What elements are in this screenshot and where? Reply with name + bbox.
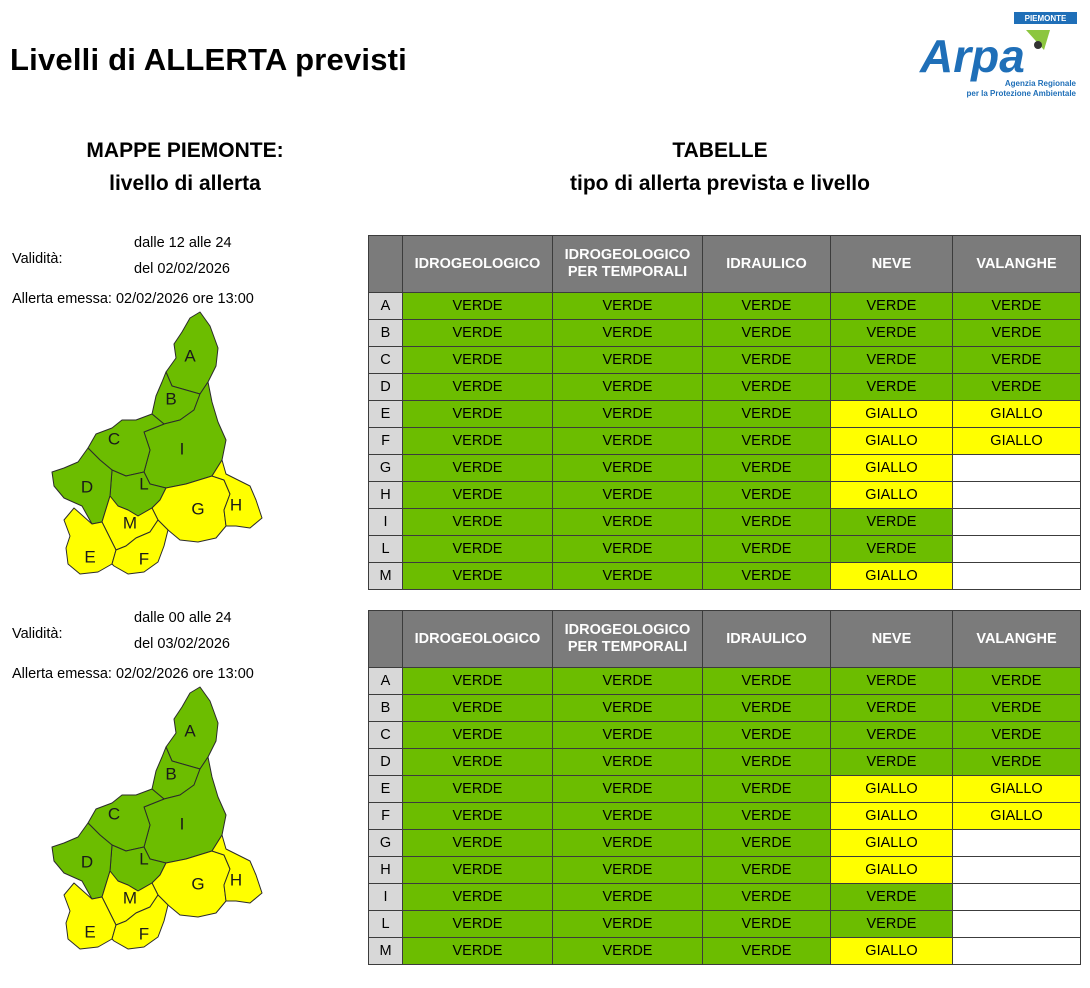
table-row (369, 668, 1081, 695)
alert-level-cell: VERDE (403, 803, 553, 830)
map-zone-label: G (191, 499, 205, 519)
alert-level-cell: VERDE (831, 536, 953, 563)
alert-level-cell: GIALLO (831, 563, 953, 590)
alert-level-cell: GIALLO (831, 830, 953, 857)
tables-section-title (420, 134, 1020, 200)
alert-level-cell: VERDE (553, 938, 703, 965)
alert-level-cell: VERDE (703, 695, 831, 722)
zone-label: L (369, 911, 403, 938)
validity-label: Validità: (12, 626, 63, 642)
logo-subtitle-1: Agenzia Regionale (1004, 79, 1076, 88)
alert-level-cell: VERDE (703, 320, 831, 347)
table-row (369, 347, 1081, 374)
tables-title-line-2: tipo di allerta prevista e livello (570, 172, 870, 195)
alert-level-cell: VERDE (403, 884, 553, 911)
alert-level-cell: VERDE (831, 293, 953, 320)
alert-level-cell: VERDE (703, 722, 831, 749)
zone-label: B (369, 320, 403, 347)
alert-level-cell: VERDE (553, 482, 703, 509)
alert-level-cell: VERDE (831, 347, 953, 374)
zone-label: I (369, 509, 403, 536)
zone-label: E (369, 401, 403, 428)
alert-issued: Allerta emessa: 02/02/2026 ore 13:00 (12, 291, 254, 307)
validity-date: del 02/02/2026 (134, 261, 230, 277)
column-header: IDRAULICO (703, 236, 831, 293)
header-corner (369, 611, 403, 668)
zone-label: I (369, 884, 403, 911)
alert-table-2 (368, 610, 1081, 965)
zone-label: G (369, 455, 403, 482)
alert-level-cell: GIALLO (953, 401, 1081, 428)
alert-level-cell: VERDE (703, 536, 831, 563)
alert-level-cell: VERDE (553, 668, 703, 695)
alert-level-cell: VERDE (703, 776, 831, 803)
alert-level-cell: VERDE (703, 563, 831, 590)
alert-level-cell: GIALLO (831, 938, 953, 965)
alert-level-cell: VERDE (703, 482, 831, 509)
alert-level-cell: VERDE (553, 374, 703, 401)
table-row (369, 293, 1081, 320)
alert-level-cell (953, 911, 1081, 938)
alert-level-cell: VERDE (403, 749, 553, 776)
alert-level-cell: VERDE (403, 695, 553, 722)
table-row (369, 482, 1081, 509)
alert-level-cell: VERDE (953, 320, 1081, 347)
alert-level-cell: VERDE (403, 776, 553, 803)
table-row (369, 749, 1081, 776)
alert-level-cell: VERDE (553, 293, 703, 320)
alert-level-cell: VERDE (553, 911, 703, 938)
alert-level-cell: VERDE (553, 320, 703, 347)
alert-level-cell: GIALLO (831, 401, 953, 428)
alert-level-cell: VERDE (831, 695, 953, 722)
alert-level-cell: VERDE (703, 857, 831, 884)
alert-level-cell: VERDE (553, 536, 703, 563)
zone-label: E (369, 776, 403, 803)
column-header: VALANGHE (953, 611, 1081, 668)
map-zone-label: A (184, 346, 196, 366)
alert-level-cell: VERDE (553, 455, 703, 482)
alert-level-cell: VERDE (703, 803, 831, 830)
alert-level-cell (953, 830, 1081, 857)
alert-level-cell: VERDE (953, 293, 1081, 320)
alert-level-cell: VERDE (703, 293, 831, 320)
zone-label: F (369, 428, 403, 455)
map-zone-label: M (122, 513, 138, 533)
alert-level-cell: VERDE (953, 668, 1081, 695)
alert-level-cell: VERDE (553, 857, 703, 884)
alert-level-cell: VERDE (403, 857, 553, 884)
alert-level-cell: GIALLO (831, 857, 953, 884)
alert-table-1 (368, 235, 1081, 590)
alert-level-cell: VERDE (403, 455, 553, 482)
table-row (369, 857, 1081, 884)
map-zone-label: L (139, 849, 149, 869)
alert-level-cell: VERDE (403, 428, 553, 455)
alert-level-cell: VERDE (703, 938, 831, 965)
alert-level-cell: VERDE (831, 884, 953, 911)
map-zone-label: C (107, 804, 121, 824)
zone-label: H (369, 857, 403, 884)
column-header: VALANGHE (953, 236, 1081, 293)
map-zone-label: D (80, 477, 94, 497)
alert-level-cell: VERDE (831, 911, 953, 938)
alert-level-cell: VERDE (403, 509, 553, 536)
alert-level-cell (953, 857, 1081, 884)
alert-level-cell: VERDE (831, 320, 953, 347)
table-row (369, 401, 1081, 428)
alert-level-cell: VERDE (703, 830, 831, 857)
alert-level-cell: VERDE (953, 347, 1081, 374)
alert-level-cell: GIALLO (953, 776, 1081, 803)
alert-level-cell: VERDE (403, 830, 553, 857)
alert-level-cell: VERDE (553, 401, 703, 428)
table-row (369, 722, 1081, 749)
table-row (369, 536, 1081, 563)
table-row (369, 320, 1081, 347)
alert-level-cell: VERDE (831, 509, 953, 536)
zone-label: D (369, 749, 403, 776)
map-zone-label: F (138, 549, 150, 569)
alert-level-cell: VERDE (553, 563, 703, 590)
column-header: IDROGEOLOGICO (403, 236, 553, 293)
alert-level-cell: VERDE (953, 749, 1081, 776)
zone-label: F (369, 803, 403, 830)
map-zone-label: G (191, 874, 205, 894)
validity-time: dalle 12 alle 24 (134, 235, 232, 251)
map-zone-label: E (84, 547, 96, 567)
logo-bee-icon (1034, 41, 1042, 49)
alert-level-cell: VERDE (703, 668, 831, 695)
map-zone-label: H (229, 495, 243, 515)
alert-level-cell: GIALLO (831, 428, 953, 455)
map-zone-label: I (179, 439, 185, 459)
column-header: NEVE (831, 236, 953, 293)
alert-level-cell: VERDE (831, 722, 953, 749)
map-zone-label: I (179, 814, 185, 834)
alert-level-cell: VERDE (553, 830, 703, 857)
table-row (369, 563, 1081, 590)
alert-level-cell: VERDE (553, 749, 703, 776)
alert-level-cell: GIALLO (953, 803, 1081, 830)
logo-subtitle-2: per la Protezione Ambientale (966, 89, 1076, 98)
alert-level-cell: VERDE (403, 293, 553, 320)
zone-label: D (369, 374, 403, 401)
alert-level-cell: VERDE (403, 401, 553, 428)
alert-level-cell: GIALLO (831, 776, 953, 803)
map-zone-label: A (184, 721, 196, 741)
column-header: IDROGEOLOGICO PER TEMPORALI (553, 611, 703, 668)
validity-label: Validità: (12, 251, 63, 267)
validity-time: dalle 00 alle 24 (134, 610, 232, 626)
zone-label: M (369, 938, 403, 965)
alert-level-cell: VERDE (403, 563, 553, 590)
zone-label: G (369, 830, 403, 857)
alert-level-cell: VERDE (703, 374, 831, 401)
column-header: IDRAULICO (703, 611, 831, 668)
map-zone-label: L (139, 474, 149, 494)
piemonte-map-2 (40, 685, 270, 960)
arpa-logo (910, 10, 1085, 115)
header-corner (369, 236, 403, 293)
maps-section-title (30, 134, 340, 200)
alert-level-cell (953, 563, 1081, 590)
logo-word: Arpa (920, 30, 1025, 82)
table-row (369, 428, 1081, 455)
column-header: NEVE (831, 611, 953, 668)
zone-label: A (369, 668, 403, 695)
logo-badge-text: PIEMONTE (1024, 14, 1067, 23)
alert-level-cell: GIALLO (831, 455, 953, 482)
alert-level-cell: VERDE (831, 668, 953, 695)
piemonte-map-1 (40, 310, 270, 585)
alert-level-cell: VERDE (553, 884, 703, 911)
alert-level-cell: VERDE (553, 428, 703, 455)
validity-date: del 03/02/2026 (134, 636, 230, 652)
alert-level-cell: VERDE (403, 722, 553, 749)
alert-level-cell: VERDE (703, 428, 831, 455)
alert-level-cell: VERDE (953, 695, 1081, 722)
page-title: Livelli di ALLERTA previsti (10, 42, 407, 77)
alert-level-cell: VERDE (403, 320, 553, 347)
table-row (369, 830, 1081, 857)
alert-level-cell (953, 455, 1081, 482)
alert-level-cell: VERDE (831, 374, 953, 401)
alert-level-cell (953, 482, 1081, 509)
table-row (369, 803, 1081, 830)
alert-level-cell: VERDE (553, 695, 703, 722)
alert-level-cell: VERDE (403, 536, 553, 563)
maps-title-line-1: MAPPE PIEMONTE: (86, 139, 284, 162)
zone-label: M (369, 563, 403, 590)
zone-label: C (369, 347, 403, 374)
alert-level-cell: VERDE (403, 668, 553, 695)
alert-level-cell: VERDE (553, 722, 703, 749)
alert-level-cell: VERDE (403, 347, 553, 374)
table-row (369, 776, 1081, 803)
alert-level-cell (953, 938, 1081, 965)
alert-level-cell: VERDE (553, 347, 703, 374)
table-row (369, 884, 1081, 911)
zone-label: L (369, 536, 403, 563)
alert-level-cell: VERDE (403, 482, 553, 509)
alert-issued: Allerta emessa: 02/02/2026 ore 13:00 (12, 666, 254, 682)
column-header: IDROGEOLOGICO PER TEMPORALI (553, 236, 703, 293)
map-zone-label: B (165, 389, 177, 409)
alert-level-cell: VERDE (403, 374, 553, 401)
table-row (369, 938, 1081, 965)
map-zone-label: M (122, 888, 138, 908)
alert-level-cell: VERDE (553, 776, 703, 803)
map-zone-label: F (138, 924, 150, 944)
alert-level-cell: VERDE (703, 749, 831, 776)
table-row (369, 374, 1081, 401)
alert-level-cell (953, 509, 1081, 536)
table-row (369, 911, 1081, 938)
alert-level-cell: VERDE (553, 803, 703, 830)
alert-level-cell: VERDE (403, 911, 553, 938)
map-zone-label: B (165, 764, 177, 784)
table-row (369, 695, 1081, 722)
zone-label: B (369, 695, 403, 722)
zone-label: C (369, 722, 403, 749)
map-zone-label: C (107, 429, 121, 449)
alert-level-cell: VERDE (953, 374, 1081, 401)
alert-level-cell: VERDE (703, 455, 831, 482)
alert-level-cell: VERDE (553, 509, 703, 536)
alert-level-cell: GIALLO (953, 428, 1081, 455)
alert-level-cell: VERDE (403, 938, 553, 965)
table-row (369, 455, 1081, 482)
tables-title-line-1: TABELLE (672, 139, 768, 162)
zone-label: H (369, 482, 403, 509)
alert-level-cell: GIALLO (831, 482, 953, 509)
zone-label: A (369, 293, 403, 320)
alert-level-cell: VERDE (703, 509, 831, 536)
column-header: IDROGEOLOGICO (403, 611, 553, 668)
table-row (369, 509, 1081, 536)
map-zone-label: D (80, 852, 94, 872)
alert-level-cell: VERDE (831, 749, 953, 776)
maps-title-line-2: livello di allerta (109, 172, 261, 195)
alert-level-cell: VERDE (703, 401, 831, 428)
alert-level-cell: VERDE (953, 722, 1081, 749)
alert-level-cell: GIALLO (831, 803, 953, 830)
alert-level-cell: VERDE (703, 884, 831, 911)
map-zone-label: H (229, 870, 243, 890)
alert-level-cell (953, 884, 1081, 911)
alert-level-cell: VERDE (703, 347, 831, 374)
alert-level-cell (953, 536, 1081, 563)
alert-level-cell: VERDE (703, 911, 831, 938)
map-zone-label: E (84, 922, 96, 942)
